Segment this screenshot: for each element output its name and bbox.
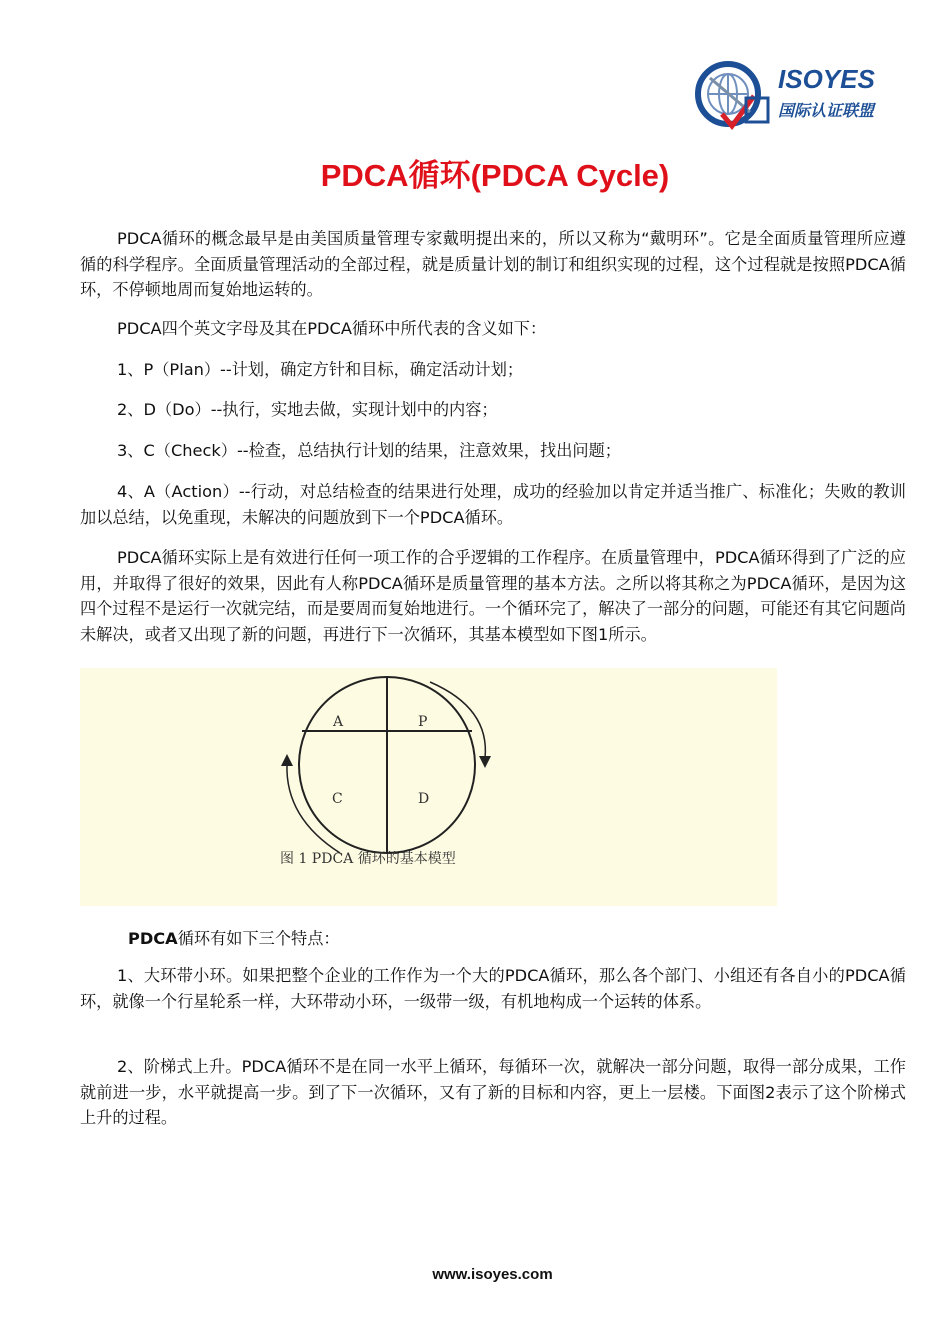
arrow-down-icon [479,756,491,768]
footer-url: www.isoyes.com [432,1266,553,1283]
paragraph-letters-intro: PDCA四个英文字母及其在PDCA循环中所代表的含义如下： [117,319,547,338]
paragraph-feature-1: 1、大环带小环。如果把整个企业的工作作为一个大的PDCA循环，那么各个部门、小组还有各自小的PDCA循环，就像一个行星轮系一样，大环带动小环，一级带一级，有机地构成一个运转的体系。 [80,966,906,1011]
quadrant-label-a: A [333,714,344,730]
features-bold-prefix: PDCA [128,929,178,948]
isoyes-logo [692,58,907,132]
globe-icon [692,58,772,132]
paragraph-features-intro [80,926,906,952]
quadrant-label-p: P [418,714,428,730]
arrow-up-icon [281,754,293,766]
features-intro-text: 循环有如下三个特点： [177,929,340,948]
quadrant-label-c: C [332,791,343,807]
paragraph-action: 4、A（Action）--行动，对总结检查的结果进行处理，成功的经验加以肯定并适当推广、标准化；失败的教训加以总结，以免重现，未解决的问题放到下一个PDCA循环。 [80,482,906,527]
paragraph-check: 3、C（Check）--检查，总结执行计划的结果，注意效果，找出问题； [117,441,621,460]
paragraph-feature-2: 2、阶梯式上升。PDCA循环不是在同一水平上循环，每循环一次，就解决一部分问题，取得一部分成果，工作就前进一步，水平就提高一步。到了下一次循环，又有了新的目标和内容，更上一层楼。下面图2表示了这个阶梯式上升的过程。 [80,1057,906,1127]
figure-caption: 图 1 PDCA 循环的基本模型 [280,851,456,867]
page-title: PDCA循环(PDCA Cycle) [320,158,670,193]
logo-brand: ISOYES [778,64,875,94]
paragraph-explanation: PDCA循环实际上是有效进行任何一项工作的合乎逻辑的工作程序。在质量管理中，PDCA循环得到了广泛的应用，并取得了很好的效果，因此有人称PDCA循环是质量管理的基本方法。之所以将其称之为PDCA循环，是因为这四个过程不是运行一次就完结，而是要周而复始地进行。一个循环完了，解决了一部分的问题，可能还有其它问题尚未解决，或者又出现了新的问题，再进行下一次循环，其基本模型如下图1所示。 [80,548,906,644]
pdca-figure [80,668,777,906]
paragraph-do: 2、D（Do）--执行，实地去做，实现计划中的内容； [117,400,498,419]
logo-subtitle: 国际认证联盟 [778,101,875,120]
paragraph-intro: PDCA循环的概念最早是由美国质量管理专家戴明提出来的，所以又称为“戴明环”。它是全面质量管理所应遵循的科学程序。全面质量管理活动的全部过程，就是质量计划的制订和组织实现的过程，这个过程就是按照PDCA循环，不停顿地周而复始地运转的。 [80,229,906,299]
clockwise-arrow-left [287,764,340,853]
paragraph-plan: 1、P（Plan）--计划，确定方针和目标，确定活动计划； [117,360,524,379]
quadrant-label-d: D [418,791,430,807]
